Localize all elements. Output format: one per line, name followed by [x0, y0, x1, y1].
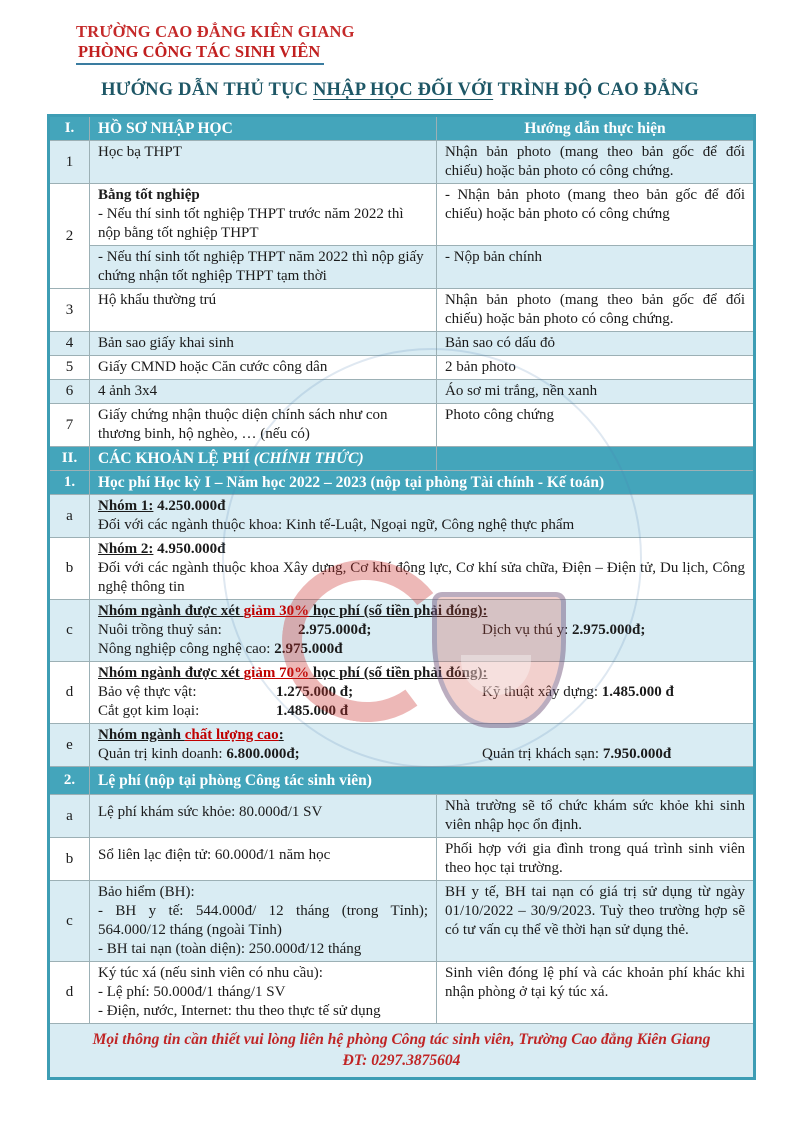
guide-cell: Bản sao có dấu đỏ	[437, 332, 755, 356]
fee-label: Bảo vệ thực vật:	[98, 684, 197, 700]
fee-group-desc: Đối với các ngành thuộc khoa Xây dựng, Cơ khí động lực, Cơ khí sửa chữa, Điện – Điện tử, Du lịch, Công nghệ thông tin	[98, 560, 745, 595]
table-row	[49, 962, 755, 1024]
item-cell	[90, 962, 437, 1024]
fee-value: 1.485.000 đ	[276, 703, 349, 719]
item-cell: Giấy CMND hoặc Căn cước công dân	[90, 356, 437, 380]
fee-left	[98, 683, 482, 702]
table-row	[49, 795, 755, 838]
table-row	[49, 289, 755, 332]
table-row	[49, 600, 755, 662]
heading-pre: Nhóm ngành	[98, 727, 185, 743]
item-text: - Lệ phí: 50.000đ/1 tháng/1 SV	[98, 984, 286, 1000]
subsection1-title: Học phí Học kỳ I – Năm học 2022 – 2023 (nộp tại phòng Tài chính - Kế toán)	[90, 471, 755, 495]
heading-pre: Nhóm ngành được xét	[98, 665, 244, 681]
item-text: - Điện, nước, Internet: thu theo thực tế sử dụng	[98, 1003, 381, 1019]
guide-cell: Photo công chứng	[437, 404, 755, 447]
table-row	[49, 356, 755, 380]
row-number-cell: d	[49, 662, 90, 724]
item-cell: Học bạ THPT	[90, 141, 437, 184]
row-number-cell: 7	[49, 404, 90, 447]
section1-number: I.	[49, 116, 90, 141]
table-row	[49, 141, 755, 184]
fee-group-cell	[90, 724, 755, 767]
subsection1-number: 1.	[49, 471, 90, 495]
subsection2-title: Lệ phí (nộp tại phòng Công tác sinh viên)	[90, 767, 755, 795]
fee-right	[482, 683, 745, 702]
org-name: TRƯỜNG CAO ĐẲNG KIÊN GIANG	[76, 22, 355, 41]
row-number-cell: 3	[49, 289, 90, 332]
guide-cell: Nhận bản photo (mang theo bản gốc để đối chiếu) hoặc bản photo có công chứng.	[437, 289, 755, 332]
guide-cell: Phối hợp với gia đình trong quá trình sinh viên theo học tại trường.	[437, 838, 755, 881]
fee-line	[98, 621, 745, 640]
fee-right	[482, 745, 745, 764]
section2-number: II.	[49, 447, 90, 471]
subsection2-header-row	[49, 767, 755, 795]
row-number-cell: 4	[49, 332, 90, 356]
heading-red: giảm 70%	[243, 665, 310, 681]
item-text: Ký túc xá (nếu sinh viên có nhu cầu):	[98, 965, 323, 981]
fee-value: 2.975.000đ;	[298, 622, 372, 638]
item-text: - BH tai nạn (toàn diện): 250.000đ/12 tháng	[98, 941, 362, 957]
section2-empty-cell	[437, 447, 755, 471]
table-row	[49, 538, 755, 600]
row-number-cell: 5	[49, 356, 90, 380]
section2-title	[90, 447, 437, 471]
fee-value: 2.975.000đ	[274, 641, 343, 657]
fee-label: Kỹ thuật xây dựng:	[482, 684, 602, 700]
table-row	[49, 380, 755, 404]
row-number-cell: a	[49, 495, 90, 538]
fee-group-desc: Đối với các ngành thuộc khoa: Kinh tế-Luật, Ngoại ngữ, Công nghệ thực phẩm	[98, 517, 575, 533]
row-number-cell: b	[49, 538, 90, 600]
fee-group-cell	[90, 495, 755, 538]
heading-post: :	[278, 727, 284, 743]
fee-left	[98, 621, 482, 640]
section2-title-main: CÁC KHOẢN LỆ PHÍ	[98, 450, 254, 467]
enrollment-table	[47, 114, 756, 1080]
fee-label: Dịch vụ thú y:	[482, 622, 572, 638]
table-row	[49, 838, 755, 881]
guide-cell: BH y tế, BH tai nạn có giá trị sử dụng từ ngày 01/10/2022 – 30/9/2023. Tuỳ theo trường hợp sẽ có tư vấn cụ thể về thời hạn sử dụng thẻ.	[437, 881, 755, 962]
fee-right	[482, 621, 745, 640]
guide-cell: Sinh viên đóng lệ phí và các khoản phí khác khi nhận phòng ở tại ký túc xá.	[437, 962, 755, 1024]
fee-group-cell	[90, 662, 755, 724]
dept-name: PHÒNG CÔNG TÁC SINH VIÊN	[76, 42, 324, 65]
row-number-cell: d	[49, 962, 90, 1024]
fee-label: Quản trị kinh doanh:	[98, 746, 227, 762]
title-pre: HƯỚNG DẪN THỦ TỤC	[101, 80, 313, 100]
item-cell: Lệ phí khám sức khỏe: 80.000đ/1 SV	[90, 795, 437, 838]
fee-value: 7.950.000đ	[602, 746, 672, 762]
footer-row	[49, 1024, 755, 1079]
item-text: - BH y tế: 544.000đ/ 12 tháng (trong Tỉnh); 564.000/12 tháng (ngoài Tỉnh)	[98, 903, 428, 938]
subsection2-number: 2.	[49, 767, 90, 795]
heading-post: học phí (số tiền phải đóng):	[309, 603, 488, 619]
fee-label: Nuôi trồng thuỷ sản:	[98, 622, 222, 638]
guide-cell: Áo sơ mi trắng, nền xanh	[437, 380, 755, 404]
heading-pre: Nhóm ngành được xét	[98, 603, 244, 619]
fee-value: 2.975.000đ;	[572, 622, 646, 638]
table-row	[49, 495, 755, 538]
table-row	[49, 246, 755, 289]
item-cell	[90, 184, 437, 246]
row-number-cell: 2	[49, 184, 90, 289]
guide-cell: 2 bản photo	[437, 356, 755, 380]
table-row	[49, 881, 755, 962]
fee-left	[98, 745, 482, 764]
item-cell: Sổ liên lạc điện tử: 60.000đ/1 năm học	[90, 838, 437, 881]
item-cell: Giấy chứng nhận thuộc diện chính sách như con thương binh, hộ nghèo, … (nếu có)	[90, 404, 437, 447]
guide-column-header: Hướng dẫn thực hiện	[437, 116, 755, 141]
table-row	[49, 404, 755, 447]
row-number-cell: c	[49, 600, 90, 662]
fee-line	[98, 640, 745, 659]
table-row	[49, 724, 755, 767]
section1-title: HỒ SƠ NHẬP HỌC	[90, 116, 437, 141]
item-cell: - Nếu thí sinh tốt nghiệp THPT năm 2022 thì nộp giấy chứng nhận tốt nghiệp THPT tạm thời	[90, 246, 437, 289]
guide-cell: Nhà trường sẽ tổ chức khám sức khỏe khi sinh viên nhập học ổn định.	[437, 795, 755, 838]
fee-label: Nông nghiệp công nghệ cao:	[98, 641, 275, 657]
fee-group-heading	[98, 726, 745, 745]
heading-red: giảm 30%	[243, 603, 310, 619]
item-cell: Hộ khẩu thường trú	[90, 289, 437, 332]
item-cell	[90, 881, 437, 962]
fee-value: 1.275.000 đ;	[276, 684, 354, 700]
fee-label: Quản trị khách sạn:	[482, 746, 603, 762]
fee-group-heading	[98, 540, 745, 559]
group-price: 4.250.000đ	[153, 498, 226, 514]
contact-line: Mọi thông tin cần thiết vui lòng liên hệ phòng Công tác sinh viên, Trường Cao đẳng Kiên Giang	[92, 1031, 711, 1048]
table-row	[49, 332, 755, 356]
fee-value: 1.485.000 đ	[601, 684, 674, 700]
table-row	[49, 184, 755, 246]
fee-value: 6.800.000đ;	[226, 746, 300, 762]
item-cell: Bản sao giấy khai sinh	[90, 332, 437, 356]
item-text: Bảo hiểm (BH):	[98, 884, 195, 900]
subsection1-header-row	[49, 471, 755, 495]
row-number-cell: c	[49, 881, 90, 962]
fee-group-heading	[98, 497, 745, 516]
group-label: Nhóm 1:	[98, 498, 154, 514]
row-number-cell: 6	[49, 380, 90, 404]
group-price: 4.950.000đ	[153, 541, 226, 557]
page-title	[0, 81, 800, 100]
fee-group-heading	[98, 602, 745, 621]
section2-header-row	[49, 447, 755, 471]
guide-cell: - Nộp bản chính	[437, 246, 755, 289]
fee-line	[98, 702, 745, 721]
row-number-cell: e	[49, 724, 90, 767]
guide-cell: Nhận bản photo (mang theo bản gốc để đối chiếu) hoặc bản photo có công chứng.	[437, 141, 755, 184]
fee-group-cell	[90, 538, 755, 600]
heading-red: chất lượng cao	[184, 727, 279, 743]
section2-title-italic: (CHÍNH THỨC)	[253, 450, 364, 467]
contact-phone: ĐT: 0297.3875604	[342, 1052, 461, 1069]
fee-group-cell	[90, 600, 755, 662]
row-number-cell: 1	[49, 141, 90, 184]
table-row	[49, 662, 755, 724]
heading-post: học phí (số tiền phải đóng):	[309, 665, 488, 681]
group-label: Nhóm 2:	[98, 541, 154, 557]
fee-group-heading	[98, 664, 745, 683]
contact-note	[49, 1024, 755, 1079]
fee-label: Cắt gọt kim loại:	[98, 703, 200, 719]
item-title: Bằng tốt nghiệp	[98, 187, 200, 203]
item-text: - Nếu thí sinh tốt nghiệp THPT trước năm 2022 thì nộp bằng tốt nghiệp THPT	[98, 206, 404, 241]
guide-cell: - Nhận bản photo (mang theo bản gốc để đối chiếu) hoặc bản photo có công chứng	[437, 184, 755, 246]
item-cell: 4 ảnh 3x4	[90, 380, 437, 404]
row-number-cell: b	[49, 838, 90, 881]
letterhead	[0, 0, 800, 65]
fee-line	[98, 745, 745, 764]
section1-header-row	[49, 116, 755, 141]
title-post: TRÌNH ĐỘ CAO ĐẲNG	[493, 80, 699, 100]
title-underlined: NHẬP HỌC ĐỐI VỚI	[313, 80, 494, 100]
row-number-cell: a	[49, 795, 90, 838]
fee-line	[98, 683, 745, 702]
